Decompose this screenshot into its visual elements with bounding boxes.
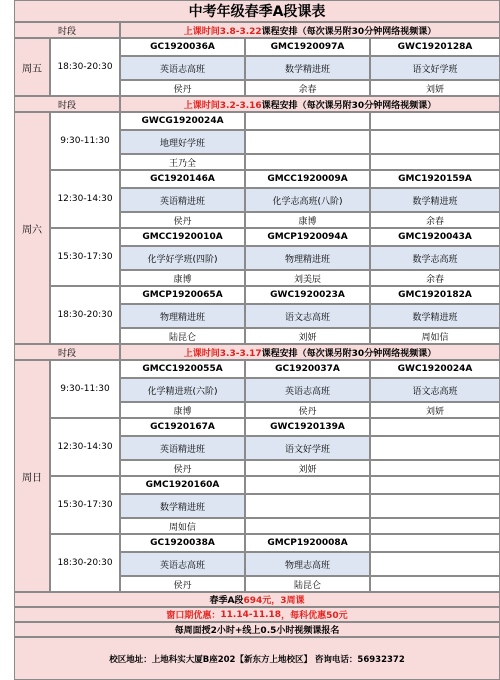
teacher-name: 余春: [245, 80, 370, 96]
empty-cell: [370, 476, 500, 494]
teacher-name: 余春: [370, 212, 500, 228]
time-slot: 18:30-20:30: [50, 534, 120, 592]
time-slot: 18:30-20:30: [50, 286, 120, 344]
teacher-name: 康博: [120, 402, 245, 418]
class-code: GWC1920023A: [245, 286, 370, 304]
class-code: GC1920146A: [120, 170, 245, 188]
empty-cell: [245, 130, 370, 154]
empty-cell: [370, 130, 500, 154]
class-code: GWC1920128A: [370, 38, 500, 56]
footer-address: 校区地址：上地科实大厦B座202【新东方上地校区】 咨询电话：56932372: [14, 637, 500, 680]
empty-cell: [370, 154, 500, 170]
period-dates: 上课时间3.8-3.22: [183, 26, 262, 37]
empty-cell: [370, 112, 500, 130]
time-slot: 12:30-14:30: [50, 170, 120, 228]
teacher-name: 侯丹: [120, 576, 245, 592]
period-note: 课程安排（每次课另附30分钟网络视频课）: [261, 100, 437, 111]
period-dates: 上课时间3.3-3.17: [183, 348, 262, 359]
period-header-label: 时段: [14, 96, 120, 112]
teacher-name: 陆昆仑: [120, 328, 245, 344]
footer-discount-value: 每科优惠50元: [290, 611, 348, 621]
class-code: GMC1920097A: [245, 38, 370, 56]
course-name: 地理好学班: [120, 130, 245, 154]
period-note: 课程安排（每次课另附30分钟网络视频课）: [261, 348, 437, 359]
class-code: GC1920167A: [120, 418, 245, 436]
course-name: 化学志高班(八阶): [245, 188, 370, 212]
time-slot: 9:30-11:30: [50, 112, 120, 170]
empty-cell: [245, 154, 370, 170]
teacher-name: 刘美辰: [245, 270, 370, 286]
footer-price-sep: ，: [271, 596, 281, 606]
class-code: GMCP1920008A: [245, 534, 370, 552]
day-label: 周日: [14, 360, 50, 592]
course-name: 语文志高班: [245, 304, 370, 328]
footer-price: [14, 592, 500, 607]
empty-cell: [370, 552, 500, 576]
teacher-name: 周如信: [370, 328, 500, 344]
time-slot: 18:30-20:30: [50, 38, 120, 96]
empty-cell: [370, 436, 500, 460]
footer-price-prefix: 春季A段: [209, 596, 244, 606]
page-title: 中考年级春季A段课表: [14, 0, 500, 22]
time-slot: 9:30-11:30: [50, 360, 120, 418]
footer-discount-sep: ，: [281, 611, 291, 621]
course-name: 数学精进班: [370, 304, 500, 328]
period-header-label: 时段: [14, 22, 120, 38]
class-code: GMCP1920094A: [245, 228, 370, 246]
course-name: 英语精进班: [120, 436, 245, 460]
course-name: 语文好学班: [245, 436, 370, 460]
empty-cell: [370, 418, 500, 436]
teacher-name: 王乃全: [120, 154, 245, 170]
class-code: GMCC1920010A: [120, 228, 245, 246]
course-name: 英语精进班: [120, 188, 245, 212]
class-code: GWC1920139A: [245, 418, 370, 436]
class-code: GMCP1920065A: [120, 286, 245, 304]
empty-cell: [370, 534, 500, 552]
empty-cell: [245, 494, 370, 518]
footer-price-value: 694元: [243, 596, 272, 606]
course-name: 物理志高班: [245, 552, 370, 576]
class-code: GWC1920024A: [370, 360, 500, 378]
class-code: GMCC1920009A: [245, 170, 370, 188]
teacher-name: 侯丹: [120, 460, 245, 476]
class-code: GMC1920182A: [370, 286, 500, 304]
class-code: GMC1920043A: [370, 228, 500, 246]
period-dates: 上课时间3.2-3.16: [183, 100, 262, 111]
teacher-name: 康博: [245, 212, 370, 228]
course-name: 数学志高班: [370, 246, 500, 270]
time-slot: 12:30-14:30: [50, 418, 120, 476]
class-code: GC1920036A: [120, 38, 245, 56]
empty-cell: [370, 494, 500, 518]
footer-price-count: 3周课: [280, 596, 305, 606]
course-name: 物理精进班: [120, 304, 245, 328]
footer-discount-prefix: 窗口期优惠：: [166, 611, 221, 621]
period-banner: [120, 344, 500, 360]
class-code: GC1920037A: [245, 360, 370, 378]
course-name: 英语志高班: [245, 378, 370, 402]
teacher-name: 陆昆仑: [245, 576, 370, 592]
course-name: 化学精进班(六阶): [120, 378, 245, 402]
class-code: GC1920038A: [120, 534, 245, 552]
teacher-name: 刘妍: [245, 460, 370, 476]
course-name: 物理精进班: [245, 246, 370, 270]
day-label: 周五: [14, 38, 50, 96]
class-code: GWCG1920024A: [120, 112, 245, 130]
teacher-name: 康博: [120, 270, 245, 286]
course-name: 英语志高班: [120, 552, 245, 576]
course-name: 数学精进班: [120, 494, 245, 518]
course-name: 语文志高班: [370, 378, 500, 402]
footer-discount: [14, 607, 500, 622]
teacher-name: 余春: [370, 270, 500, 286]
footer-format: 每周面授2小时+线上0.5小时视频课报名: [14, 622, 500, 637]
teacher-name: 侯丹: [120, 80, 245, 96]
period-header-label: 时段: [14, 344, 120, 360]
empty-cell: [370, 576, 500, 592]
empty-cell: [370, 460, 500, 476]
empty-cell: [245, 518, 370, 534]
teacher-name: 刘妍: [245, 328, 370, 344]
empty-cell: [370, 518, 500, 534]
class-code: GMC1920160A: [120, 476, 245, 494]
teacher-name: 刘妍: [370, 402, 500, 418]
teacher-name: 刘妍: [370, 80, 500, 96]
course-name: 英语志高班: [120, 56, 245, 80]
class-code: GMC1920159A: [370, 170, 500, 188]
time-slot: 15:30-17:30: [50, 476, 120, 534]
teacher-name: 周如信: [120, 518, 245, 534]
empty-cell: [245, 112, 370, 130]
course-name: 数学精进班: [245, 56, 370, 80]
period-banner: [120, 96, 500, 112]
empty-cell: [245, 476, 370, 494]
course-name: 化学好学班(四阶): [120, 246, 245, 270]
footer-discount-dates: 11.14-11.18: [220, 609, 282, 620]
teacher-name: 侯丹: [245, 402, 370, 418]
teacher-name: 侯丹: [120, 212, 245, 228]
day-label: 周六: [14, 112, 50, 344]
period-note: 课程安排（每次课另附30分钟网络视频课）: [261, 26, 437, 37]
course-name: 数学精进班: [370, 188, 500, 212]
course-name: 语文好学班: [370, 56, 500, 80]
period-banner: [120, 22, 500, 38]
class-code: GMCC1920055A: [120, 360, 245, 378]
time-slot: 15:30-17:30: [50, 228, 120, 286]
